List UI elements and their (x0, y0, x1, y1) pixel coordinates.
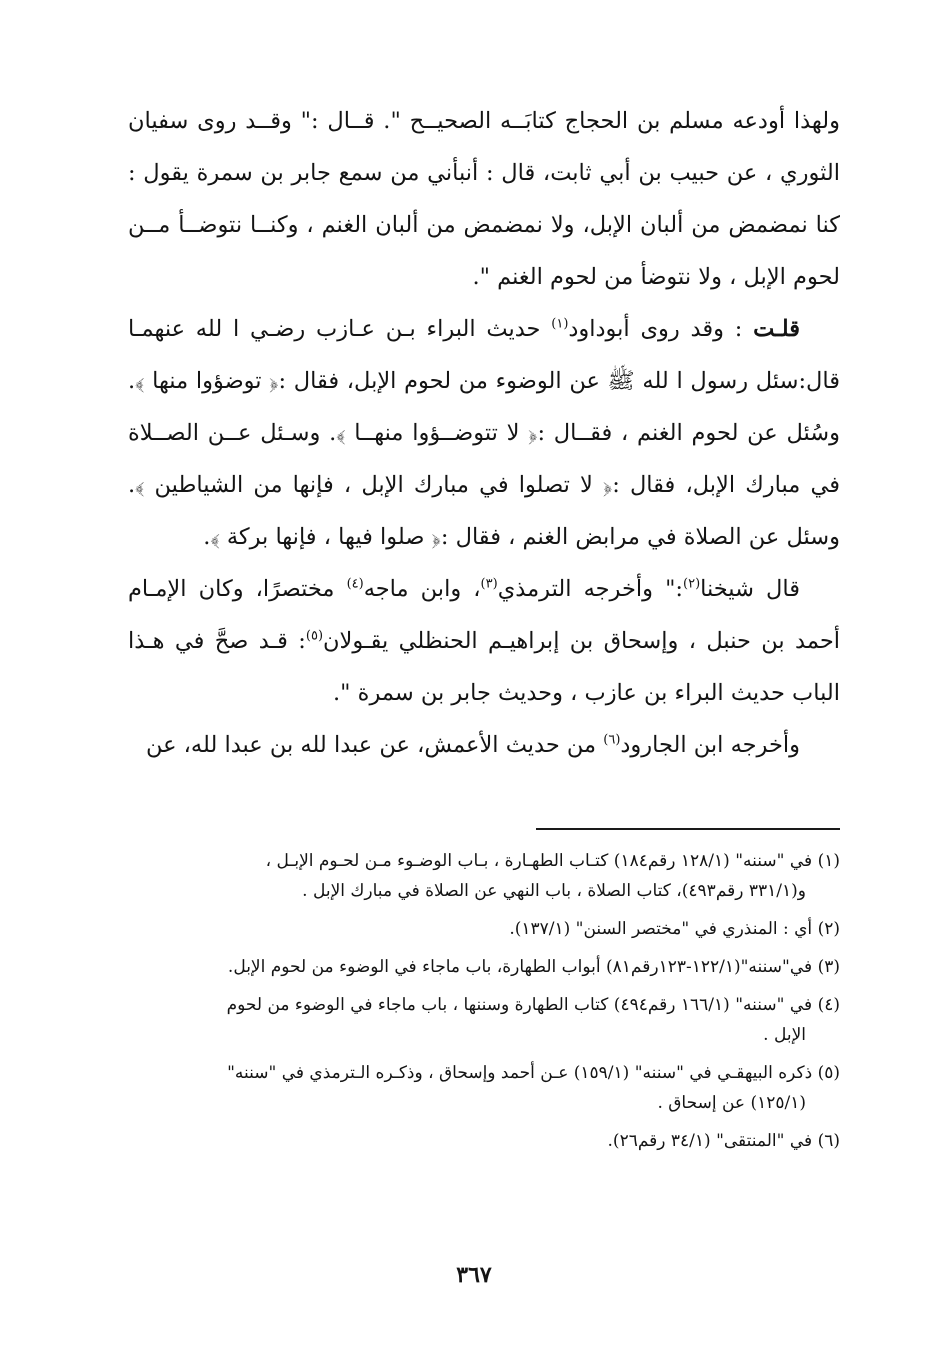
paragraph-4 (128, 719, 840, 771)
footnote-number: (٢) (817, 919, 840, 939)
footnote-text: أي : المنذري في "مختصر السنن" (١٣٧/١). (509, 919, 813, 939)
footnote-1 (128, 846, 840, 906)
paragraph-2-text-a: : وقد روى أبوداود (568, 316, 754, 342)
footnote-text: في "سننه" (١٢٨/١ رقم١٨٤) كتـاب الطهـارة ، بـاب الوضـوء مـن لحـوم الإبـل ، (265, 851, 813, 871)
footnote-continuation: الإبل . (763, 1025, 806, 1045)
footnote-2 (128, 914, 840, 944)
footnote-4 (128, 990, 840, 1050)
footnote-number: (٥) (817, 1063, 840, 1083)
footnote-ref-4: (٤) (346, 576, 364, 592)
main-text (128, 95, 840, 771)
qult-label: قلـت (753, 316, 800, 342)
paragraph-4-text-a: وأخرجه ابن الجارود (620, 732, 800, 758)
paragraph-4-text-b: من حديث الأعمش، عن عبدا لله بن عبدا لله، عن (145, 732, 604, 758)
paragraph-3-text-e: : قـد صحَّ في هـذا الباب حديث البراء بن عازب ، وحديث جابر بن سمرة ". (128, 628, 840, 706)
footnote-text: في "المنتقى" (٣٤/١ رقم٢٦). (607, 1131, 813, 1151)
paragraph-3-text-a: قال شيخنا (700, 576, 801, 602)
footnote-ref-1: (١) (551, 316, 569, 332)
paragraph-2 (128, 303, 840, 563)
footnote-ref-2: (٢) (683, 576, 701, 592)
footnote-3 (128, 952, 840, 982)
footnote-text: في"سننه"(١٢٢/١-١٢٣رقم٨١) أبواب الطهارة، باب ماجاء في الوضوء من لحوم الإبل. (227, 957, 813, 977)
page-number: ٣٦٧ (456, 1262, 492, 1288)
footnote-continuation: و(٣٣١/١ رقم٤٩٣)، كتاب الصلاة ، باب النهي عن الصلاة في مبارك الإبل . (302, 881, 806, 901)
paragraph-1-text: ولهذا أودعه مسلم بن الحجاج كتابَــه الصحيــح ". قــال :" وقــد روى سفيان الثوري ، عن حبيب بن أبي ثابت، قال : أنبأني من سمع جابر بن سمرة يقول : كنا نمضمض من ألبان الإبل، ولا نمضمض من ألبان الغنم ، وكنــا نتوضــأ مــن لحوم الإبل ، ولا نتوضأ من لحوم الغنم ". (128, 108, 840, 290)
paragraph-3 (128, 563, 840, 719)
footnote-ref-5: (٥) (305, 628, 324, 644)
footnote-number: (٦) (817, 1131, 840, 1151)
paragraph-1 (128, 95, 840, 303)
footnote-ref-3: (٣) (480, 576, 498, 592)
footnote-6 (128, 1126, 840, 1156)
footnote-continuation: (١٢٥/١) عن إسحاق . (657, 1093, 806, 1113)
paragraph-2-text-b: حديث البراء بـن عـازب رضـي ا لله عنهمـا قال:سئل رسول ا لله ﷺ عن الوضوء من لحوم الإبل، فقال :﴿ توضؤوا منها ﴾. وسُئل عن لحوم الغنم ، فقــال :﴿ لا تتوضــؤوا منهــا ﴾. وسـئل عــن الصــلاة في مبارك الإبل، فقال :﴿ لا تصلوا في مبارك الإبل ، فإنها من الشياطين ﴾. وسئل عن الصلاة في مرابض الغنم ، فقال :﴿ صلوا فيها ، فإنها بركة ﴾. (128, 316, 840, 550)
paragraph-3-text-b: :" وأخرجه الترمذي (497, 576, 683, 602)
footnote-number: (١) (817, 851, 840, 871)
footnote-text: في "سننه" (١٦٦/١ رقم٤٩٤) كتاب الطهارة وسننها ، باب ماجاء في الوضوء من لحوم (226, 995, 813, 1015)
paragraph-3-text-c: ، وابن ماجه (363, 576, 481, 602)
footnote-number: (٣) (817, 957, 840, 977)
footnotes (128, 846, 840, 1164)
footnote-ref-6: (٦) (603, 732, 621, 748)
paragraph-3-text-d: مختصرًا، وكان الإمـام أحمد بن حنبل ، وإسحاق بن إبراهيـم الحنظلي يقـولان (128, 576, 840, 654)
footnote-number: (٤) (817, 995, 840, 1015)
footnote-separator (536, 828, 840, 830)
footnote-5 (128, 1058, 840, 1118)
footnote-text: ذكره البيهقـي في "سننه" (١٥٩/١) عـن أحمد وإسحاق ، وذكـره الـترمذي في "سننه" (227, 1063, 813, 1083)
